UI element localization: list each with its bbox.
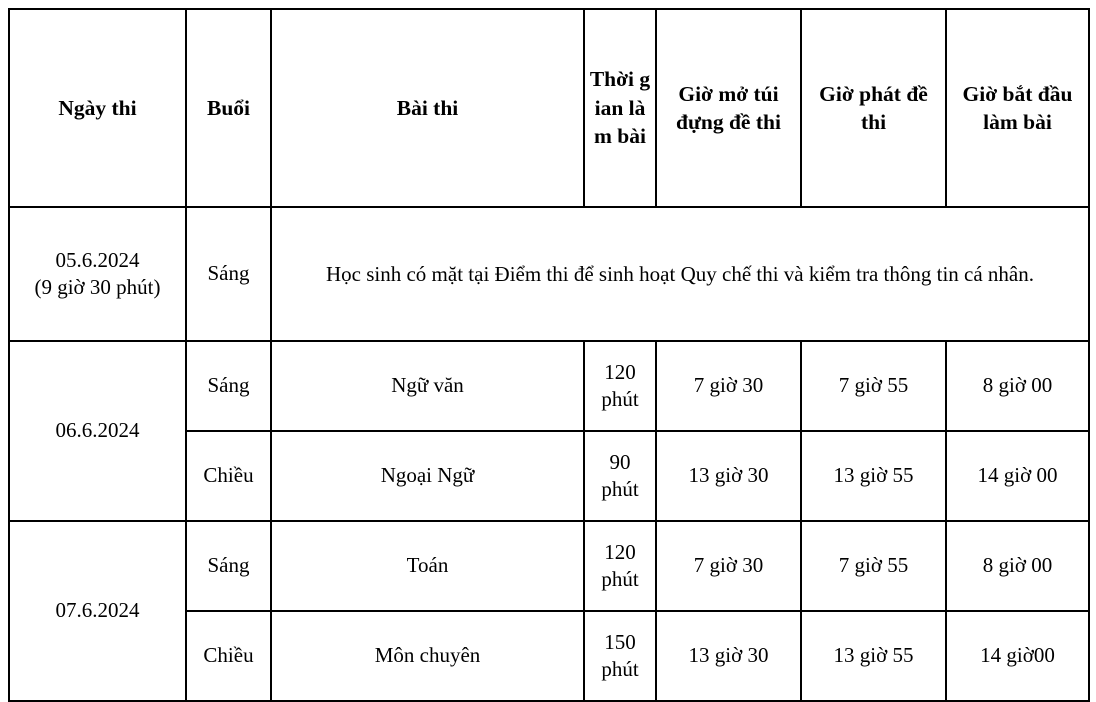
cell-subject: Môn chuyên bbox=[271, 611, 584, 701]
duration-unit: phút bbox=[601, 567, 639, 591]
duration-unit: phút bbox=[601, 387, 639, 411]
header-row bbox=[9, 9, 1089, 207]
cell-session: Chiều bbox=[186, 611, 271, 701]
cell-subject: Ngữ văn bbox=[271, 341, 584, 431]
cell-note: Học sinh có mặt tại Điểm thi để sinh hoạt Quy chế thi và kiểm tra thông tin cá nhân. bbox=[271, 207, 1089, 341]
cell-duration bbox=[584, 521, 656, 611]
duration-unit: phút bbox=[601, 477, 639, 501]
cell-date bbox=[9, 207, 186, 341]
column-header-date: Ngày thi bbox=[9, 9, 186, 207]
cell-date: 06.6.2024 bbox=[9, 341, 186, 521]
cell-hand-out: 13 giờ 55 bbox=[801, 431, 946, 521]
table-row bbox=[9, 207, 1089, 341]
date-time-note: (9 giờ 30 phút) bbox=[34, 275, 161, 299]
duration-value: 120 bbox=[604, 359, 636, 384]
column-header-duration: Thời gian làm bài bbox=[584, 9, 656, 207]
duration-unit: phút bbox=[601, 657, 639, 681]
cell-date: 07.6.2024 bbox=[9, 521, 186, 701]
cell-open-envelope: 7 giờ 30 bbox=[656, 521, 801, 611]
cell-session: Sáng bbox=[186, 207, 271, 341]
cell-start: 14 giờ 00 bbox=[946, 431, 1089, 521]
cell-start: 14 giờ00 bbox=[946, 611, 1089, 701]
cell-session: Chiều bbox=[186, 431, 271, 521]
cell-open-envelope: 7 giờ 30 bbox=[656, 341, 801, 431]
duration-value: 90 bbox=[609, 449, 631, 474]
cell-start: 8 giờ 00 bbox=[946, 521, 1089, 611]
cell-hand-out: 7 giờ 55 bbox=[801, 341, 946, 431]
column-header-open-envelope: Giờ mở túi đựng đề thi bbox=[656, 9, 801, 207]
cell-open-envelope: 13 giờ 30 bbox=[656, 611, 801, 701]
table-header bbox=[9, 9, 1089, 207]
column-header-session: Buổi bbox=[186, 9, 271, 207]
cell-hand-out: 7 giờ 55 bbox=[801, 521, 946, 611]
column-header-subject: Bài thi bbox=[271, 9, 584, 207]
cell-duration bbox=[584, 341, 656, 431]
duration-value: 120 bbox=[604, 539, 636, 564]
column-header-hand-out: Giờ phát đề thi bbox=[801, 9, 946, 207]
cell-start: 8 giờ 00 bbox=[946, 341, 1089, 431]
cell-duration bbox=[584, 431, 656, 521]
cell-subject: Ngoại Ngữ bbox=[271, 431, 584, 521]
duration-value: 150 bbox=[604, 629, 636, 654]
table-body bbox=[9, 207, 1089, 701]
cell-session: Sáng bbox=[186, 341, 271, 431]
column-header-start: Giờ bắt đầu làm bài bbox=[946, 9, 1089, 207]
cell-session: Sáng bbox=[186, 521, 271, 611]
table-row bbox=[9, 341, 1089, 431]
cell-open-envelope: 13 giờ 30 bbox=[656, 431, 801, 521]
date-value: 05.6.2024 bbox=[55, 247, 140, 272]
cell-hand-out: 13 giờ 55 bbox=[801, 611, 946, 701]
table-row bbox=[9, 521, 1089, 611]
exam-schedule-table bbox=[8, 8, 1090, 702]
cell-duration bbox=[584, 611, 656, 701]
cell-subject: Toán bbox=[271, 521, 584, 611]
